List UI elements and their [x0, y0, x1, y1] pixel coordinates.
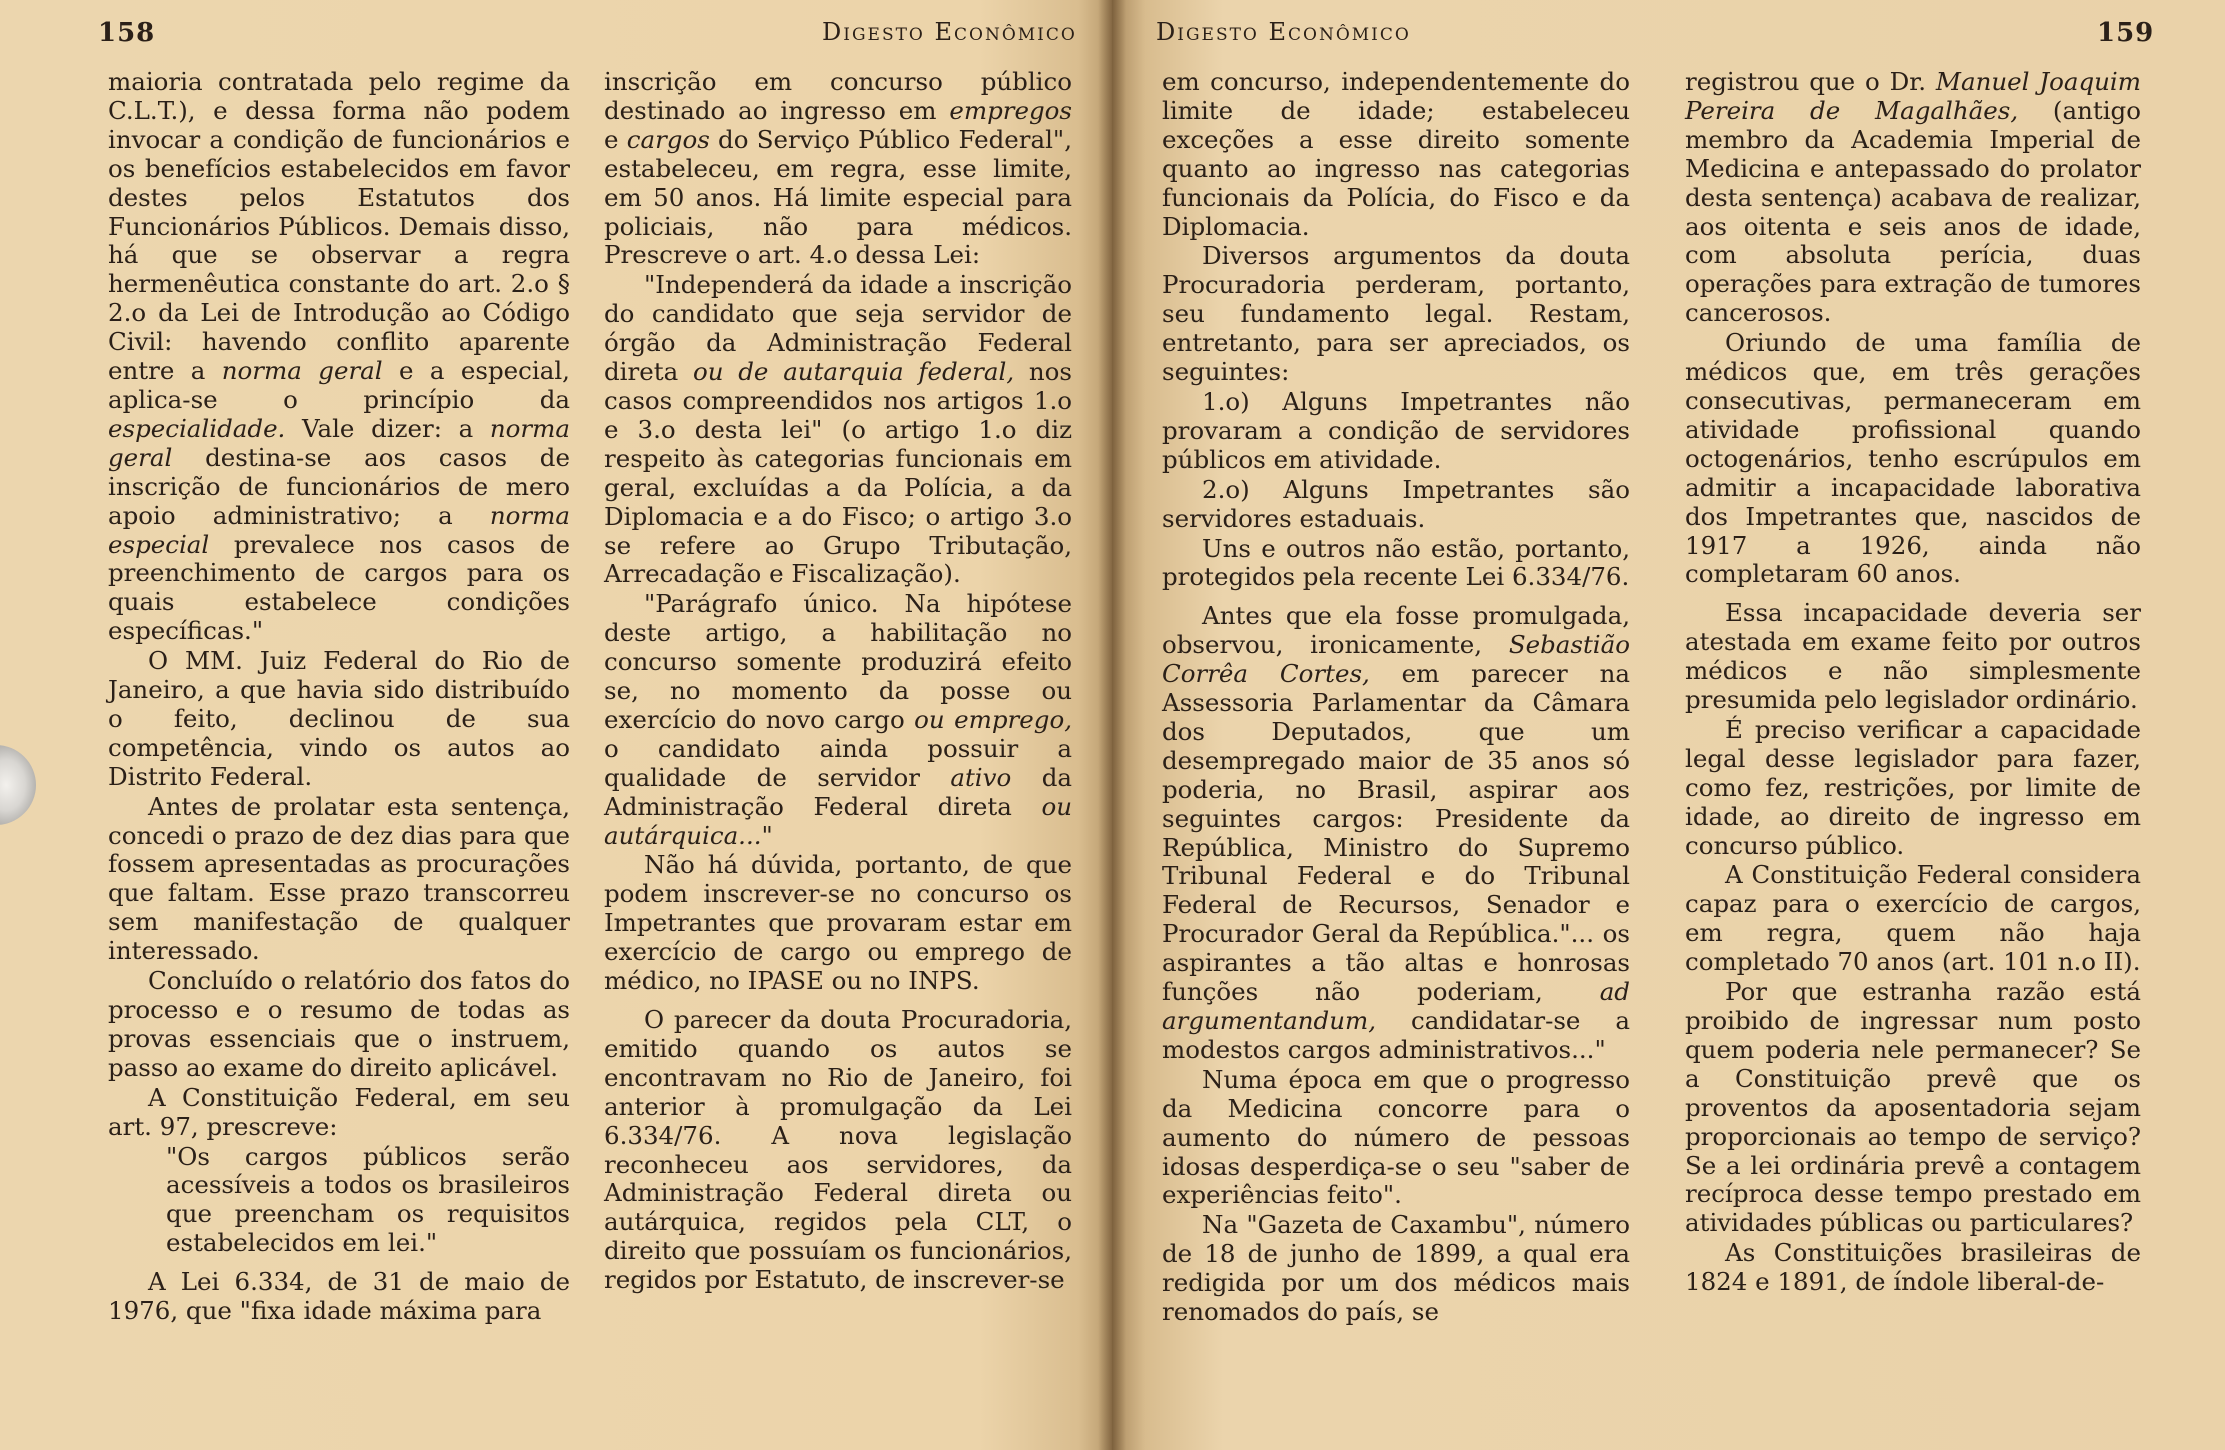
thumb-index-tab: [0, 745, 36, 825]
paragraph: Diversos argumentos da douta Procuradoria perderam, portanto, seu fundamento legal. Restam, entretanto, para ser apreciados, os seguintes:: [1162, 241, 1630, 387]
paragraph: Antes de prolatar esta sentença, concedi o prazo de dez dias para que fossem apresentadas as procurações que faltam. Esse prazo transcorreu sem manifestação de qualquer interessado.: [108, 791, 570, 966]
paragraph: O MM. Juiz Federal do Rio de Janeiro, a que havia sido distribuído o feito, declinou de sua competência, vindo os autos ao Distrito Federal.: [108, 646, 570, 791]
paragraph: maioria contratada pelo regime da C.L.T.), e dessa forma não podem invocar a condição de funcionários e os benefícios estabelecidos em favor destes pelos Estatutos dos Funcionários Públicos. Demais disso, há que se observar a regra hermenêutica constante do art. 2.o § 2.o da Lei de Introdução ao Código Civil: havendo conflito aparente entre a norma geral e a especial, aplica-se o princípio da especialidade. Vale dizer: a norma geral destina-se aos casos de inscrição de funcionários de mero apoio administrativo; a norma especial prevalece nos casos de preenchimento de cargos para os quais estabelece condições específicas.": [108, 67, 570, 646]
paragraph: A Lei 6.334, de 31 de maio de 1976, que "fixa idade máxima para: [108, 1267, 570, 1326]
paragraph: Não há dúvida, portanto, de que podem inscrever-se no concurso os Impetrantes que provaram estar em exercício de cargo ou emprego de médico, no IPASE ou no INPS.: [604, 850, 1072, 996]
running-head-right: Digesto Econômico: [1156, 18, 1411, 46]
paragraph: "Independerá da idade a inscrição do candidato que seja servidor de órgão da Administração Federal direta ou de autarquia federal, nos casos compreendidos nos artigos 1.o e 3.o desta lei" (o artigo 1.o diz respeito às categorias funcionais em geral, excluídas a da Polícia, a da Diplomacia e a do Fisco; o artigo 3.o se refere ao Grupo Tributação, Arrecadação e Fiscalização).: [604, 270, 1072, 589]
paragraph: Numa época em que o progresso da Medicina concorre para o aumento do número de pessoas idosas desperdiça-se o seu "saber de experiências feito".: [1162, 1064, 1630, 1210]
paragraph: A Constituição Federal, em seu art. 97, prescreve:: [108, 1082, 570, 1141]
paragraph: O parecer da douta Procuradoria, emitido quando os autos se encontravam no Rio de Janeiro, foi anterior à promulgação da Lei 6.334/76. A nova legislação reconheceu aos servidores, da Administração Federal direta ou autárquica, regidos pela CLT, o direito que possuíam os funcionários, regidos por Estatuto, de inscrever-se: [604, 1005, 1072, 1295]
paragraph: "Parágrafo único. Na hipótese deste artigo, a habilitação no concurso somente produzirá efeito se, no momento da posse ou exercício do novo cargo ou emprego, o candidato ainda possuir a qualidade de servidor ativo da Administração Federal direta ou autárquica...": [604, 589, 1072, 850]
left-column-1: [108, 68, 570, 1327]
book-gutter: [1098, 0, 1126, 1450]
paragraph: Antes que ela fosse promulgada, observou, ironicamente, Sebastião Corrêa Cortes, em parecer na Assessoria Parlamentar da Câmara dos Deputados, que um desempregado maior de 35 anos só poderia, no Brasil, aspirar aos seguintes cargos: Presidente da República, Ministro do Supremo Tribunal Federal e do Tribunal Federal de Recursos, Senador e Procurador Geral da República."... os aspirantes a tão altas e honrosas funções não poderiam, ad argumentandum, candidatar-se a modestos cargos administrativos...": [1162, 601, 1630, 1064]
paragraph: Concluído o relatório dos fatos do processo e o resumo de todas as provas essenciais que o instruem, passo ao exame do direito aplicável.: [108, 966, 570, 1082]
paragraph: Oriundo de uma família de médicos que, em três gerações consecutivas, permaneceram em atividade profissional quando octogenários, tenho escrúpulos em admitir a incapacidade laborativa dos Impetrantes que, nascidos de 1917 a 1926, ainda não completaram 60 anos.: [1685, 328, 2141, 589]
running-head-left: Digesto Econômico: [822, 18, 1077, 46]
paragraph: inscrição em concurso público destinado ao ingresso em empregos e cargos do Serviço Público Federal", estabeleceu, em regra, esse limite, em 50 anos. Há limite especial para policiais, não para médicos. Prescreve o art. 4.o dessa Lei:: [604, 67, 1072, 270]
paragraph: em concurso, independentemente do limite de idade; estabeleceu exceções a esse direito somente quanto ao ingresso nas categorias funcionais da Polícia, do Fisco e da Diplomacia.: [1162, 67, 1630, 241]
page-number-right: 159: [2097, 18, 2155, 48]
paragraph: 2.o) Alguns Impetrantes são servidores estaduais.: [1162, 474, 1630, 533]
right-column-1: [1162, 68, 1630, 1328]
left-page: [0, 0, 1112, 1450]
page-number-left: 158: [98, 18, 156, 48]
left-column-2: [604, 68, 1072, 1296]
paragraph: As Constituições brasileiras de 1824 e 1891, de índole liberal-de-: [1685, 1238, 2141, 1297]
paragraph: É preciso verificar a capacidade legal desse legislador para fazer, como fez, restrições, por limite de idade, ao direito de ingresso em concurso público.: [1685, 714, 2141, 860]
paragraph: Uns e outros não estão, portanto, protegidos pela recente Lei 6.334/76.: [1162, 533, 1630, 592]
paragraph: 1.o) Alguns Impetrantes não provaram a condição de servidores públicos em atividade.: [1162, 386, 1630, 474]
paragraph: registrou que o Dr. Manuel Joaquim Pereira de Magalhães, (antigo membro da Academia Imperial de Medicina e antepassado do prolator desta sentença) acabava de realizar, aos oitenta e seis anos de idade, com absoluta perícia, duas operações para extração de tumores cancerosos.: [1685, 67, 2141, 328]
quote-paragraph: "Os cargos públicos serão acessíveis a todos os brasileiros que preencham os requisitos estabelecidos em lei.": [166, 1141, 570, 1258]
paragraph: A Constituição Federal considera capaz para o exercício de cargos, em regra, quem não haja completado 70 anos (art. 101 n.o II).: [1685, 860, 2141, 977]
paragraph: Na "Gazeta de Caxambu", número de 18 de junho de 1899, a qual era redigida por um dos médicos mais renomados do país, se: [1162, 1210, 1630, 1327]
paragraph: Por que estranha razão está proibido de ingressar num posto quem poderia nele permanecer? Se a Constituição prevê que os proventos da aposentadoria sejam proporcionais ao tempo de serviço? Se a lei ordinária prevê a contagem recíproca desse tempo prestado em atividades públicas ou particulares?: [1685, 977, 2141, 1238]
right-page: [1112, 0, 2225, 1450]
paragraph: Essa incapacidade deveria ser atestada em exame feito por outros médicos e não simplesmente presumida pelo legislador ordinário.: [1685, 598, 2141, 715]
right-column-2: [1685, 68, 2141, 1298]
